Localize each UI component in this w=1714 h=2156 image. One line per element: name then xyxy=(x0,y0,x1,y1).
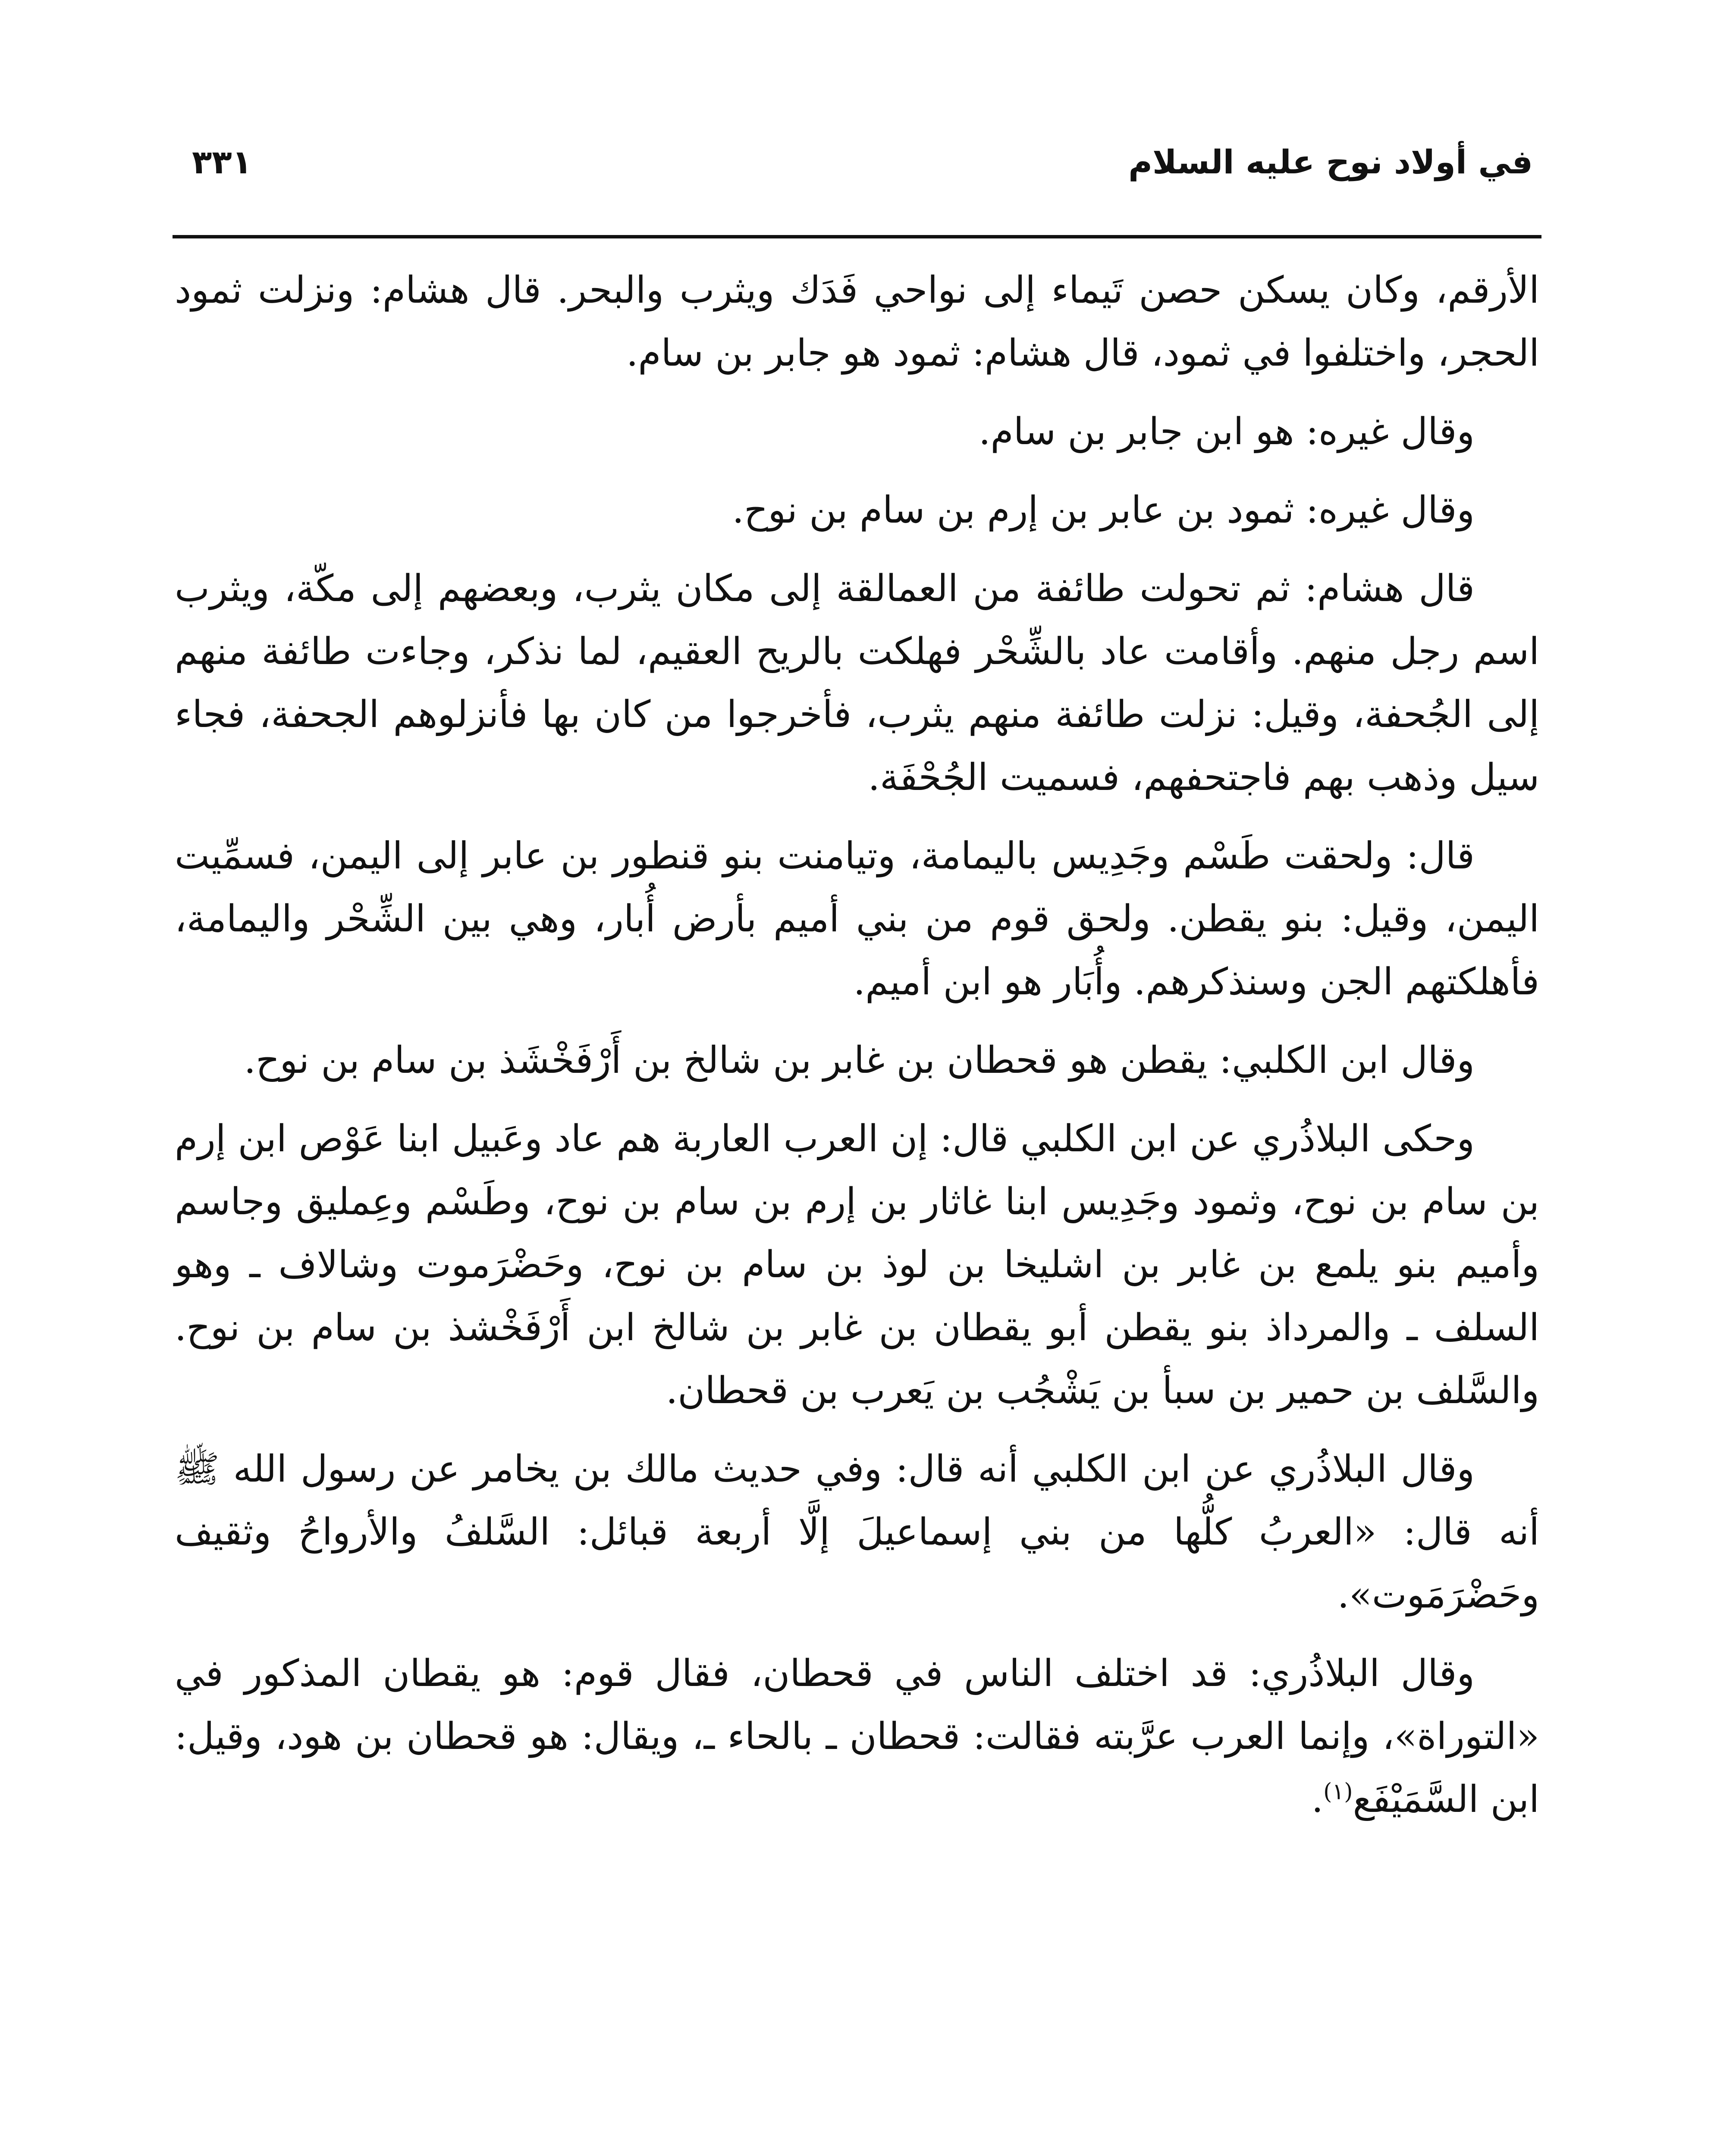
paragraph-9-text: وقال البلاذُري: قد اختلف الناس في قحطان، فقال قوم: هو يقطان المذكور في «التوراة»، وإنما العرب عرَّبته فقالت: قحطان ـ بالحاء ـ، ويقال: هو قحطان بن هود، وقيل: ابن السَّمَيْفَع xyxy=(175,1652,1539,1821)
paragraph-4: قال هشام: ثم تحولت طائفة من العمالقة إلى مكان يثرب، وبعضهم إلى مكّة، ويثرب اسم رجل منهم. وأقامت عاد بالشِّحْر فهلكت بالريح العقيم، لما نذكر، وجاءت طائفة منهم إلى الجُحفة، وقيل: نزلت طائفة منهم يثرب، فأخرجوا من كان بها فأنزلوهم الجحفة، فجاء سيل وذهب بهم فاجتحفهم، فسميت الجُحْفَة. xyxy=(175,567,1539,799)
header-rule xyxy=(173,235,1541,238)
body-text xyxy=(175,259,1539,1846)
paragraph-8: وقال البلاذُري عن ابن الكلبي أنه قال: وفي حديث مالك بن يخامر عن رسول الله ﷺ أنه قال: «العربُ كلُّها من بني إسماعيلَ إلَّا أربعة قبائل: السَّلفُ والأرواحُ وثقيف وحَضْرَمَوت». xyxy=(175,1448,1539,1617)
page-number: ٣٣١ xyxy=(192,143,252,181)
paragraph-9-end: . xyxy=(1311,1778,1324,1821)
paragraph-5: قال: ولحقت طَسْم وجَدِيس باليمامة، وتيامنت بنو قنطور بن عابر إلى اليمن، فسمِّيت اليمن، وقيل: بنو يقطن. ولحق قوم من بني أميم بأرض أُبار، وهي بين الشِّحْر واليمامة، فأهلكتهم الجن وسنذكرهم. وأُبَار هو ابن أميم. xyxy=(175,834,1539,1003)
paragraph-2: وقال غيره: هو ابن جابر بن سام. xyxy=(979,410,1475,453)
paragraph-7: وحكى البلاذُري عن ابن الكلبي قال: إن العرب العاربة هم عاد وعَبيل ابنا عَوْص ابن إرم بن سام بن نوح، وثمود وجَدِيس ابنا غاثار بن إرم بن سام بن نوح، وطَسْم وعِمليق وجاسم وأميم بنو يلمع بن غابر بن اشليخا بن لوذ بن سام بن نوح، وحَضْرَموت وشالاف ـ وهو السلف ـ والمرداذ بنو يقطن أبو يقطان بن غابر بن شالخ ابن أَرْفَخْشذ بن سام بن نوح. والسَّلف بن حمير بن سبأ بن يَشْجُب بن يَعرب بن قحطان. xyxy=(175,1117,1539,1412)
running-title: في أولاد نوح عليه السلام xyxy=(1128,143,1533,181)
paragraph-3: وقال غيره: ثمود بن عابر بن إرم بن سام بن نوح. xyxy=(732,489,1475,532)
paragraph-9 xyxy=(175,1642,1539,1831)
footnote-reference: (١) xyxy=(1323,1779,1353,1805)
paragraph-6: وقال ابن الكلبي: يقطن هو قحطان بن غابر بن شالخ بن أَرْفَخْشَذ بن سام بن نوح. xyxy=(244,1039,1475,1082)
paragraph-1: الأرقم، وكان يسكن حصن تَيماء إلى نواحي فَدَك ويثرب والبحر. قال هشام: ونزلت ثمود الحجر، واختلفوا في ثمود، قال هشام: ثمود هو جابر بن سام. xyxy=(175,269,1539,375)
